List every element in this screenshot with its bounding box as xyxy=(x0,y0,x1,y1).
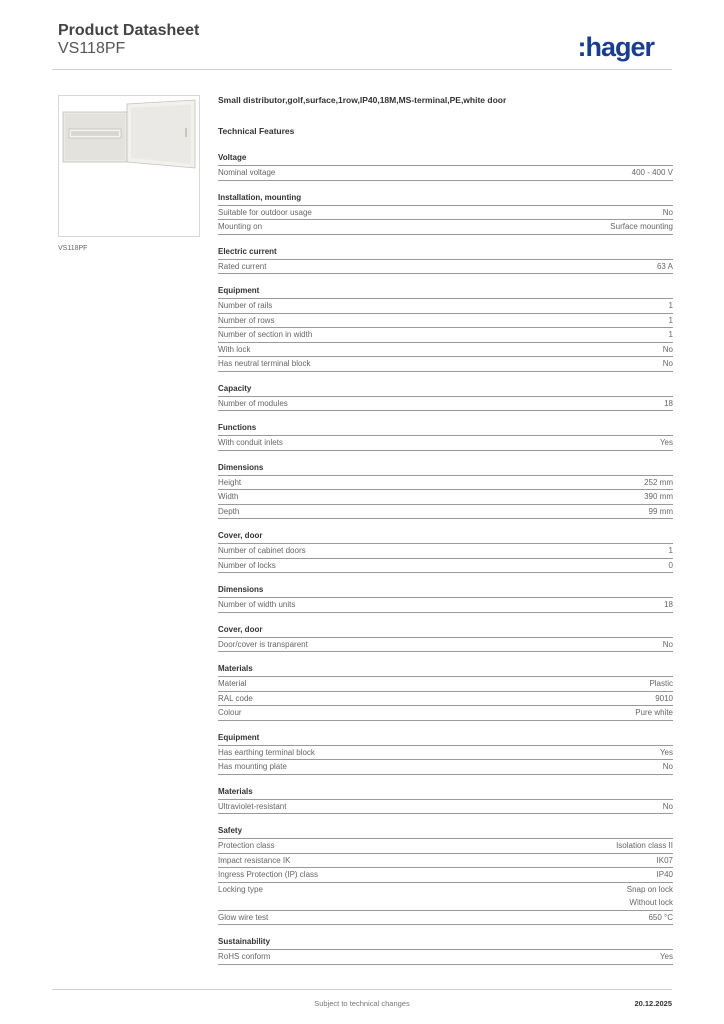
section-title: Equipment xyxy=(218,732,260,742)
feature-label: Depth xyxy=(218,506,240,516)
feature-row xyxy=(218,867,673,882)
feature-label: Ultraviolet-resistant xyxy=(218,801,287,811)
feature-row xyxy=(218,637,673,653)
feature-label: Number of modules xyxy=(218,398,288,408)
feature-value: No xyxy=(662,639,673,649)
feature-value: No xyxy=(662,207,673,217)
feature-label: Number of locks xyxy=(218,560,276,570)
feature-label: Number of section in width xyxy=(218,330,313,339)
feature-row xyxy=(218,435,673,451)
distribution-board-illustration xyxy=(59,96,199,236)
feature-value: Yes xyxy=(659,952,673,961)
feature-section xyxy=(218,785,673,815)
section-title: Dimensions xyxy=(218,585,264,594)
feature-row xyxy=(218,356,673,372)
feature-label: Locking type xyxy=(218,884,263,894)
technical-features-heading: Technical Features xyxy=(218,126,295,136)
feature-value: IP40 xyxy=(656,870,673,879)
feature-value: IK07 xyxy=(656,855,673,865)
feature-row xyxy=(218,745,673,760)
feature-value: Plastic xyxy=(649,679,673,688)
feature-value: No xyxy=(662,344,673,354)
feature-row xyxy=(218,949,673,965)
feature-label: Colour xyxy=(218,708,242,717)
feature-value: Isolation class II xyxy=(616,841,673,850)
feature-label: Has earthing terminal block xyxy=(218,747,315,757)
feature-section xyxy=(218,583,673,613)
feature-section xyxy=(218,151,673,181)
footer-date: 20.12.2025 xyxy=(634,999,672,1008)
feature-section xyxy=(218,935,673,965)
feature-row xyxy=(218,475,673,490)
feature-label: With conduit inlets xyxy=(218,438,283,447)
feature-row xyxy=(218,558,673,574)
feature-section xyxy=(218,421,673,451)
feature-value: 1 xyxy=(668,301,673,310)
feature-label: Glow wire test xyxy=(218,912,269,922)
product-image xyxy=(58,95,200,237)
feature-row xyxy=(218,298,673,313)
feature-row xyxy=(218,205,673,220)
feature-label: RAL code xyxy=(218,693,253,703)
feature-row xyxy=(218,838,673,853)
feature-row xyxy=(218,910,673,926)
feature-value: Pure white xyxy=(635,708,673,717)
feature-value: No xyxy=(662,801,673,811)
image-caption: VS118PF xyxy=(58,245,88,252)
feature-section xyxy=(218,191,673,235)
feature-section xyxy=(218,461,673,520)
section-title: Safety xyxy=(218,826,243,835)
feature-row xyxy=(218,342,673,357)
feature-value: 650 °C xyxy=(648,912,673,922)
feature-label: Ingress Protection (IP) class xyxy=(218,870,319,879)
feature-value: Yes xyxy=(659,747,673,757)
feature-label: Number of rails xyxy=(218,301,273,310)
feature-label: Door/cover is transparent xyxy=(218,639,308,649)
feature-label: Material xyxy=(218,679,247,688)
feature-row xyxy=(218,691,673,706)
feature-row xyxy=(218,759,673,775)
page-header xyxy=(58,20,672,66)
section-title: Capacity xyxy=(218,383,252,393)
feature-row xyxy=(218,853,673,868)
feature-value: Yes xyxy=(659,438,673,447)
feature-row xyxy=(218,543,673,558)
feature-value: 400 - 400 V xyxy=(631,168,673,177)
feature-label: Suitable for outdoor usage xyxy=(218,207,312,217)
datasheet-content xyxy=(218,94,673,975)
feature-value: 1 xyxy=(668,315,673,325)
section-title: Cover, door xyxy=(218,531,263,540)
feature-row xyxy=(218,165,673,181)
feature-row xyxy=(218,799,673,815)
feature-row xyxy=(218,705,673,721)
feature-section xyxy=(218,623,673,653)
feature-label: Width xyxy=(218,492,239,501)
section-title: Dimensions xyxy=(218,462,264,472)
section-title: Functions xyxy=(218,423,257,432)
section-title: Installation, mounting xyxy=(218,192,302,202)
feature-row xyxy=(218,219,673,235)
feature-label: Rated current xyxy=(218,261,267,271)
feature-row xyxy=(218,676,673,691)
feature-value: Surface mounting xyxy=(610,222,673,231)
feature-label: Has neutral terminal block xyxy=(218,359,311,368)
section-title: Electric current xyxy=(218,246,277,256)
feature-row xyxy=(218,504,673,520)
feature-label: Has mounting plate xyxy=(218,762,287,771)
feature-row xyxy=(218,882,673,910)
feature-value: 99 mm xyxy=(648,506,673,516)
feature-section xyxy=(218,382,673,412)
feature-section xyxy=(218,284,673,372)
section-title: Equipment xyxy=(218,286,260,295)
feature-label: Height xyxy=(218,477,242,487)
feature-label: Nominal voltage xyxy=(218,168,276,177)
feature-value: 1 xyxy=(668,330,673,339)
feature-label: Number of rows xyxy=(218,315,275,325)
feature-label: Protection class xyxy=(218,841,275,850)
feature-section xyxy=(218,245,673,275)
feature-label: Number of width units xyxy=(218,600,296,609)
section-title: Materials xyxy=(218,786,253,796)
feature-section xyxy=(218,731,673,775)
product-code: VS118PF xyxy=(58,40,126,57)
feature-value: 0 xyxy=(668,560,673,570)
section-title: Sustainability xyxy=(218,937,271,946)
feature-value: No xyxy=(662,359,673,368)
hager-logo: :hager xyxy=(577,32,654,62)
feature-value: 9010 xyxy=(655,693,673,703)
feature-value: 390 mm xyxy=(644,492,673,501)
feature-row xyxy=(218,597,673,613)
feature-value: 18 xyxy=(664,600,673,609)
feature-value: 1 xyxy=(668,546,673,555)
feature-value: 63 A xyxy=(656,261,673,271)
feature-label: RoHS conform xyxy=(218,952,271,961)
section-title: Materials xyxy=(218,664,253,673)
feature-row xyxy=(218,396,673,412)
header-divider xyxy=(52,69,672,70)
feature-sections xyxy=(218,151,673,965)
feature-section xyxy=(218,662,673,721)
feature-row xyxy=(218,489,673,504)
feature-row xyxy=(218,327,673,342)
footer-divider xyxy=(52,989,672,990)
feature-value: No xyxy=(662,762,673,771)
feature-value: Snap on lock Without lock xyxy=(626,884,673,907)
feature-row xyxy=(218,259,673,275)
feature-value: 18 xyxy=(664,398,673,408)
feature-value: 252 mm xyxy=(644,477,673,487)
feature-section xyxy=(218,529,673,573)
product-description: Small distributor,golf,surface,1row,IP40,18M,MS-terminal,PE,white door xyxy=(218,95,507,105)
feature-label: Impact resistance IK xyxy=(218,855,291,865)
section-title: Cover, door xyxy=(218,624,263,634)
feature-label: Number of cabinet doors xyxy=(218,546,306,555)
feature-section xyxy=(218,824,673,925)
feature-label: Mounting on xyxy=(218,222,263,231)
footer-note: Subject to technical changes xyxy=(314,999,410,1008)
feature-row xyxy=(218,313,673,328)
page-title: Product Datasheet xyxy=(58,22,200,39)
section-title: Voltage xyxy=(218,153,247,162)
feature-label: With lock xyxy=(218,344,251,354)
